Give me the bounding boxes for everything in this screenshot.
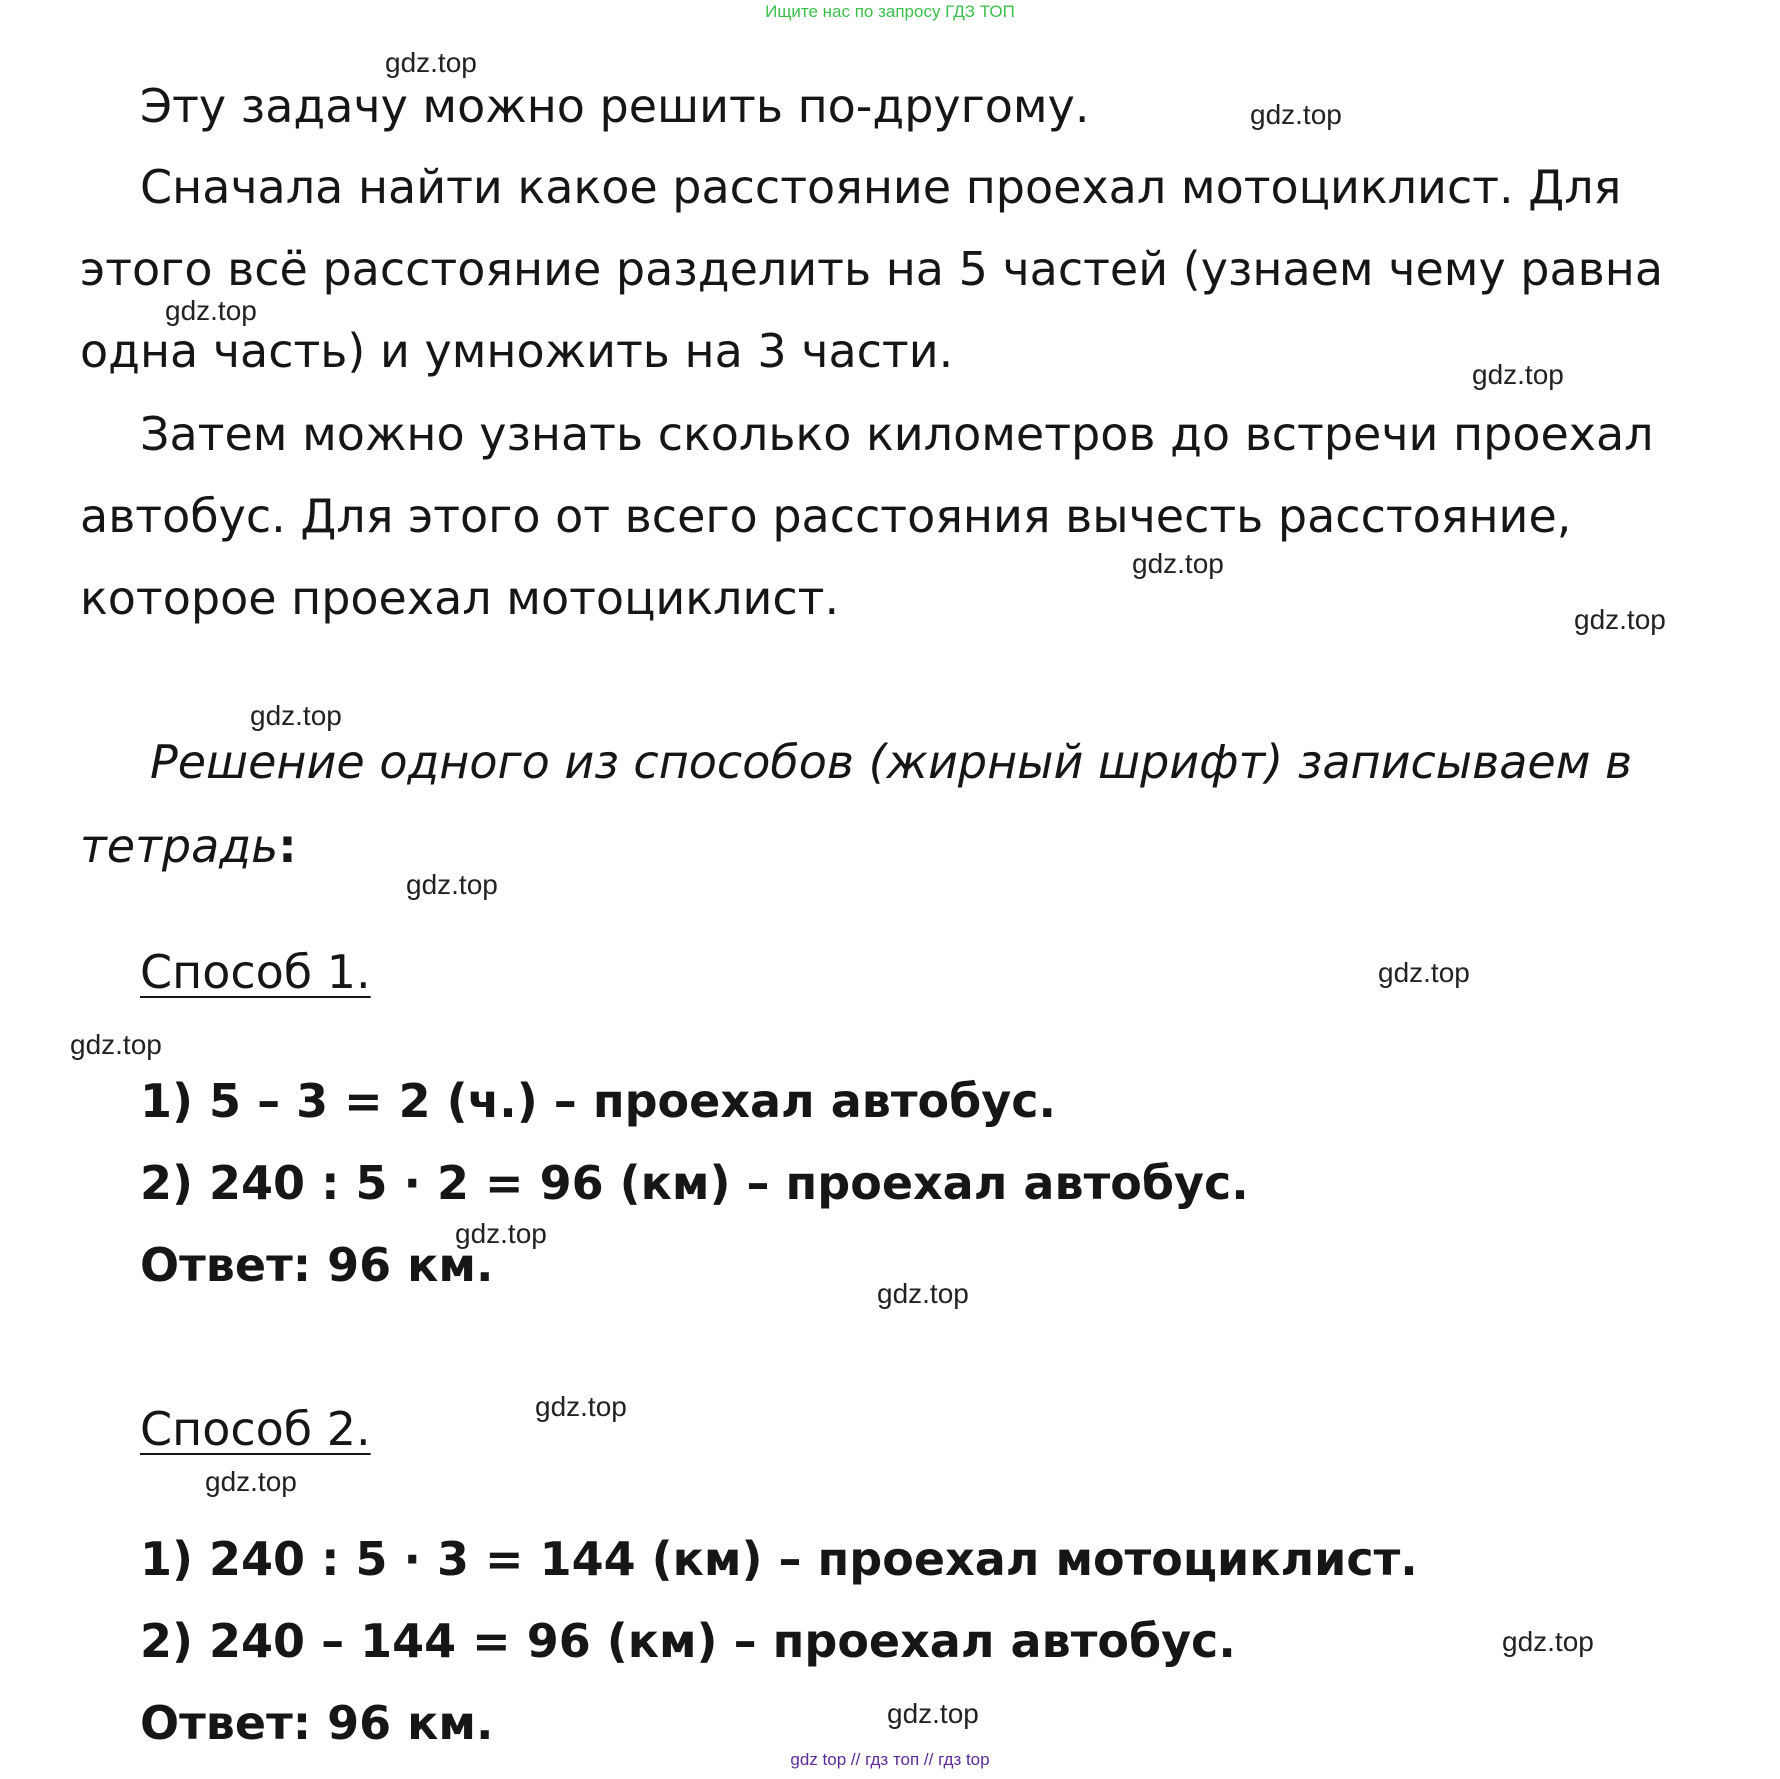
watermark: gdz.top <box>165 295 257 326</box>
watermark: gdz.top <box>406 869 498 900</box>
watermark: gdz.top <box>205 1466 297 1497</box>
paragraph-3-line-2: автобус. Для этого от всего расстояния вычесть расстояние, <box>80 489 1572 543</box>
method-1-step-1: 1) 5 – 3 = 2 (ч.) – проехал автобус. <box>140 1074 1057 1128</box>
method-2-title: Способ 2. <box>140 1402 371 1456</box>
watermark: gdz.top <box>385 47 477 78</box>
watermark: gdz.top <box>1502 1626 1594 1657</box>
watermark: gdz.top <box>250 700 342 731</box>
top-banner[interactable]: Ищите нас по запросу ГДЗ ТОП <box>765 2 1015 21</box>
note-tetrad: тетрадь <box>80 819 279 873</box>
note-line-1: Решение одного из способов (жирный шрифт) записываем в <box>150 735 1633 789</box>
watermark: gdz.top <box>455 1218 547 1249</box>
watermark: gdz.top <box>887 1698 979 1729</box>
watermark: gdz.top <box>1574 604 1666 635</box>
method-1-step-2: 2) 240 : 5 · 2 = 96 (км) – проехал автобус. <box>140 1156 1249 1210</box>
paragraph-3-line-1: Затем можно узнать сколько километров до встречи проехал <box>140 407 1654 461</box>
watermark: gdz.top <box>877 1278 969 1309</box>
note-line-2 <box>80 817 297 875</box>
watermark: gdz.top <box>1378 957 1470 988</box>
paragraph-1: Эту задачу можно решить по-другому. <box>140 79 1090 133</box>
paragraph-3-line-3: которое проехал мотоциклист. <box>80 571 840 625</box>
paragraph-2-line-2: этого всё расстояние разделить на 5 частей (узнаем чему равна <box>80 242 1664 296</box>
method-1-answer: Ответ: 96 км. <box>140 1238 494 1292</box>
paragraph-2-line-3: одна часть) и умножить на 3 части. <box>80 324 954 378</box>
watermark: gdz.top <box>535 1391 627 1422</box>
note-colon: : <box>278 819 297 873</box>
watermark: gdz.top <box>1250 99 1342 130</box>
footer-links[interactable]: gdz top // гдз топ // гдз top <box>790 1750 990 1769</box>
watermark: gdz.top <box>1472 359 1564 390</box>
method-2-answer: Ответ: 96 км. <box>140 1696 494 1750</box>
watermark: gdz.top <box>70 1029 162 1060</box>
watermark: gdz.top <box>1132 548 1224 579</box>
method-2-step-1: 1) 240 : 5 · 3 = 144 (км) – проехал мотоциклист. <box>140 1532 1418 1586</box>
paragraph-2-line-1: Сначала найти какое расстояние проехал мотоциклист. Для <box>140 160 1622 214</box>
method-2-step-2: 2) 240 – 144 = 96 (км) – проехал автобус. <box>140 1614 1236 1668</box>
method-1-title: Способ 1. <box>140 945 371 999</box>
